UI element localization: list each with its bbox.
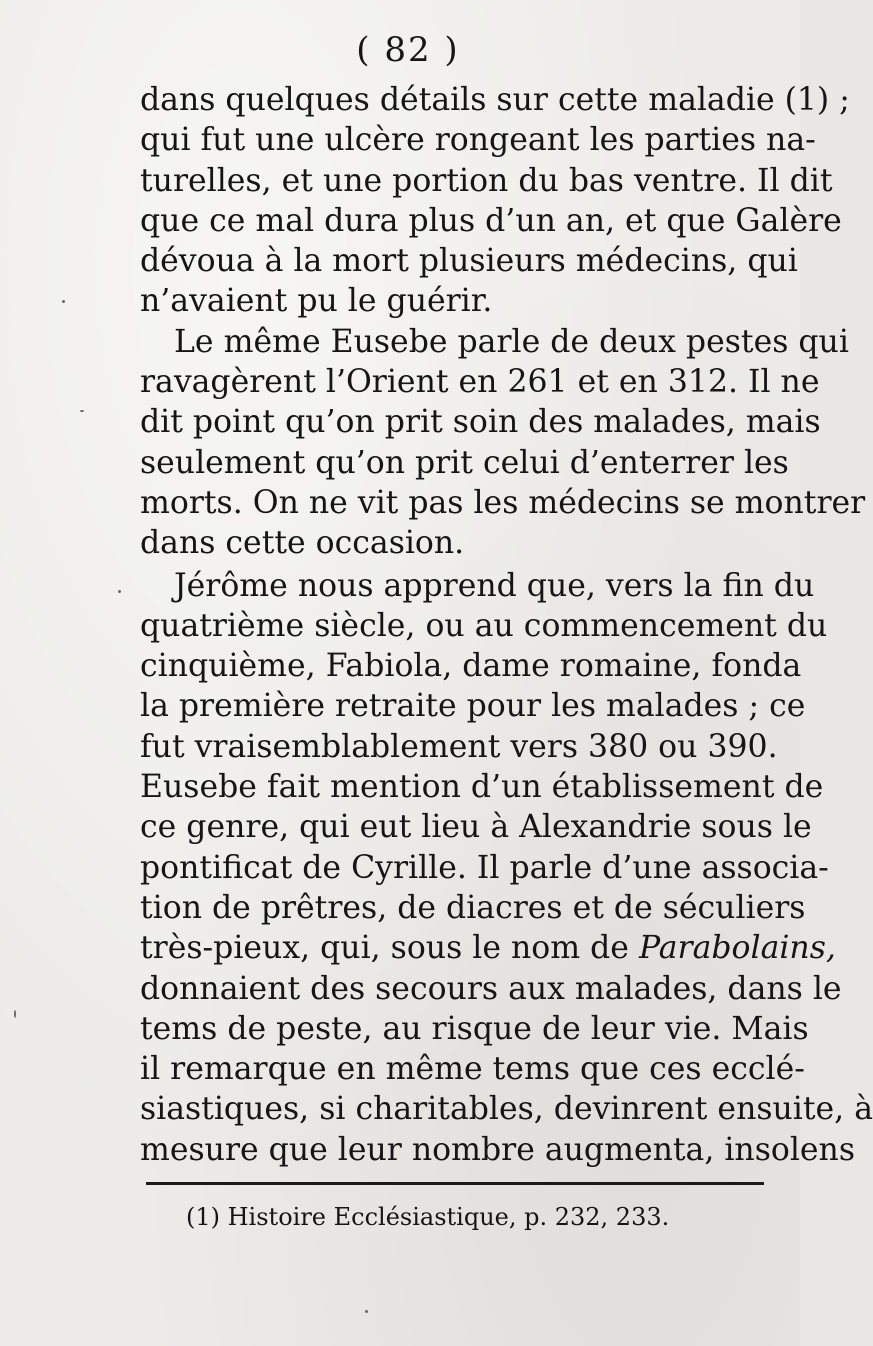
text-line: Jérôme nous apprend que, vers la fin du <box>174 567 815 604</box>
page-number: ( 82 ) <box>356 30 460 70</box>
text-line: seulement qu’on prit celui d’enterrer les <box>140 444 789 481</box>
footnote-rule <box>146 1182 764 1185</box>
text-line: cinquième, Fabiola, dame romaine, fonda <box>140 648 802 685</box>
text-line: quatrième siècle, ou au commencement du <box>140 607 828 644</box>
paper-speck <box>62 300 65 303</box>
text-line: dans cette occasion. <box>140 525 465 562</box>
text-line: turelles, et une portion du bas ventre. Il dit <box>140 162 833 199</box>
paper-speck <box>118 590 121 593</box>
footnote: (1) Histoire Ecclésiastique, p. 232, 233. <box>186 1203 670 1231</box>
text-line: ravagèrent l’Orient en 261 et en 312. Il ne <box>140 364 820 401</box>
italic-term: Parabolains, <box>638 930 836 967</box>
body-text <box>140 80 873 1170</box>
text-line: Eusebe fait mention d’un établissement de <box>140 769 824 806</box>
text-line: dévoua à la mort plusieurs médecins, qui <box>140 243 798 280</box>
text-line: que ce mal dura plus d’un an, et que Galère <box>140 202 842 239</box>
text-line: mesure que leur nombre augmenta, insolens <box>140 1131 856 1168</box>
text-line: tems de peste, au risque de leur vie. Mais <box>140 1010 809 1047</box>
text-line: morts. On ne vit pas les médecins se montrer <box>140 484 866 521</box>
text-line: dans quelques détails sur cette maladie (1) ; <box>140 82 850 118</box>
text-line: qui fut une ulcère rongeant les parties na- <box>140 122 816 159</box>
text-line: n’avaient pu le guérir. <box>140 283 493 320</box>
text-line: fut vraisemblablement vers 380 ou 390. <box>140 728 778 765</box>
text-line: il remarque en même tems que ces ecclé- <box>140 1051 805 1088</box>
text-line: tion de prêtres, de diacres et de séculiers <box>140 889 806 926</box>
paper-speck <box>80 410 84 412</box>
paper-speck <box>365 1310 368 1313</box>
text-line: ce genre, qui eut lieu à Alexandrie sous le <box>140 809 812 846</box>
text-line: très-pieux, qui, sous le nom de Parabolains, <box>140 930 836 967</box>
text-line: donnaient des secours aux malades, dans le <box>140 970 842 1007</box>
paper-speck <box>14 1010 16 1018</box>
text-line: la première retraite pour les malades ; ce <box>140 688 806 725</box>
text-line: pontificat de Cyrille. Il parle d’une associa- <box>140 849 829 886</box>
text-line: Le même Eusebe parle de deux pestes qui <box>174 323 849 360</box>
text-line: dit point qu’on prit soin des malades, mais <box>140 404 821 441</box>
text-line: siastiques, si charitables, devinrent ensuite, à <box>140 1091 873 1128</box>
